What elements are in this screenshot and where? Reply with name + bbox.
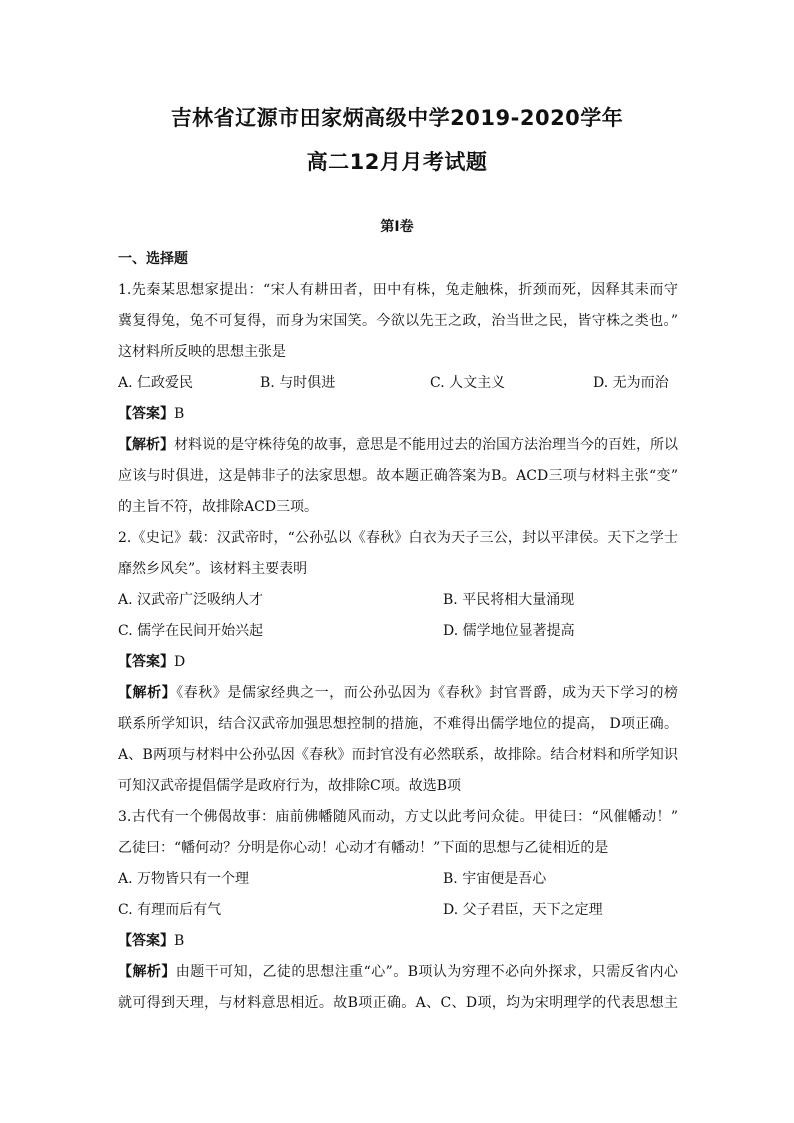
question-3-options-row-1 (118, 864, 678, 895)
analysis-text: 材料说的是守株待兔的故事，意思是不能用过去的治国方法治理当今的百姓，所以 (174, 437, 678, 453)
question-3-answer (118, 926, 678, 957)
question-2-option-b: B. 平民将相大量涌现 (443, 592, 575, 608)
question-1-stem-line-2: 冀复得兔，兔不可复得，而身为宋国笑。今欲以先王之政，治当世之民，皆守株之类也。” (118, 313, 678, 329)
question-2-analysis-line-1 (118, 678, 678, 709)
question-2-analysis-line-4: 可知汉武帝提倡儒学是政府行为，故排除C项。故选B项 (118, 778, 461, 794)
exam-subtitle: 高二12月月考试题 (306, 150, 488, 174)
answer-tag: 【答案】 (118, 406, 174, 422)
question-3-options-row-2 (118, 895, 678, 926)
question-2-options-row-1 (118, 585, 678, 616)
answer-value: B (174, 933, 185, 949)
question-1-analysis-line-3: 的主旨不符，故排除ACD三项。 (118, 499, 319, 515)
question-1-option-a: A. 仁政爱民 (118, 375, 194, 391)
question-2-analysis-line-2: 联系所学知识，结合汉武帝加强思想控制的措施，不难得出儒学地位的提高， D项正确。 (118, 716, 678, 732)
question-1-analysis-line-2: 应该与时俱进，这是韩非子的法家思想。故本题正确答案为B。ACD三项与材料主张“变” (118, 468, 678, 484)
analysis-text: 《春秋》是儒家经典之一，而公孙弘因为《春秋》封官晋爵，成为天下学习的榜 (176, 685, 678, 701)
analysis-tag: 【解析】 (118, 685, 177, 701)
section-heading: 一、选择题 (118, 251, 188, 267)
question-2-stem-line-2: 靡然乡风矣”。该材料主要表明 (118, 561, 308, 577)
analysis-tag: 【解析】 (118, 437, 174, 453)
question-3-option-c: C. 有理而后有气 (118, 902, 222, 918)
question-2-analysis-line-3: A、B两项与材料中公孙弘因《春秋》而封官没有必然联系，故排除。结合材料和所学知识 (118, 747, 678, 763)
answer-tag: 【答案】 (118, 654, 174, 670)
answer-tag: 【答案】 (118, 933, 174, 949)
question-1-stem-line-3: 这材料所反映的思想主张是 (118, 344, 286, 360)
question-3-option-d: D. 父子君臣，天下之定理 (443, 902, 603, 918)
exam-title: 吉林省辽源市田家炳高级中学2019-2020学年 (170, 106, 624, 130)
question-3-option-b: B. 宇宙便是吾心 (443, 871, 547, 887)
answer-value: B (174, 406, 185, 422)
question-1-option-b: B. 与时俱进 (260, 375, 336, 391)
question-1-option-c: C. 人文主义 (430, 375, 506, 391)
question-3-analysis-line-2: 就可得到天理，与材料意思相近。故B项正确。A、C、D项，均为宋明理学的代表思想主 (118, 995, 678, 1011)
question-3-analysis-line-1 (118, 957, 678, 988)
question-3-stem-line-2: 乙徒曰：“幡何动？分明是你心动！心动才有幡动！”下面的思想与乙徒相近的是 (118, 840, 609, 856)
question-2-answer (118, 647, 678, 678)
question-1-analysis-line-1 (118, 430, 678, 461)
analysis-text: 由题干可知，乙徒的思想注重“心”。B项认为穷理不必向外探求，只需反省内心 (175, 964, 678, 980)
part-heading: 第Ⅰ卷 (380, 219, 414, 235)
question-1-options (118, 368, 678, 399)
question-1-answer (118, 399, 678, 430)
question-2-option-c: C. 儒学在民间开始兴起 (118, 623, 264, 639)
question-2-stem-line-1: 2.《史记》载：汉武帝时，“公孙弘以《春秋》白衣为天子三公，封以平津侯。天下之学士 (118, 530, 678, 546)
question-2-option-d: D. 儒学地位显著提高 (443, 623, 575, 639)
question-3-option-a: A. 万物皆只有一个理 (118, 871, 250, 887)
answer-value: D (174, 654, 186, 670)
analysis-tag: 【解析】 (118, 964, 176, 980)
question-2-option-a: A. 汉武帝广泛吸纳人才 (118, 592, 264, 608)
question-content (118, 244, 678, 1019)
question-1-stem-line-1: 1.先秦某思想家提出：“宋人有耕田者，田中有株，兔走触株，折颈而死，因释其耒而守 (118, 282, 678, 298)
question-1-option-d: D. 无为而治 (593, 375, 669, 391)
question-2-options-row-2 (118, 616, 678, 647)
question-3-stem-line-1: 3.古代有一个佛偈故事：庙前佛幡随风而动，方丈以此考问众徒。甲徒曰：“风催幡动！” (118, 809, 678, 825)
